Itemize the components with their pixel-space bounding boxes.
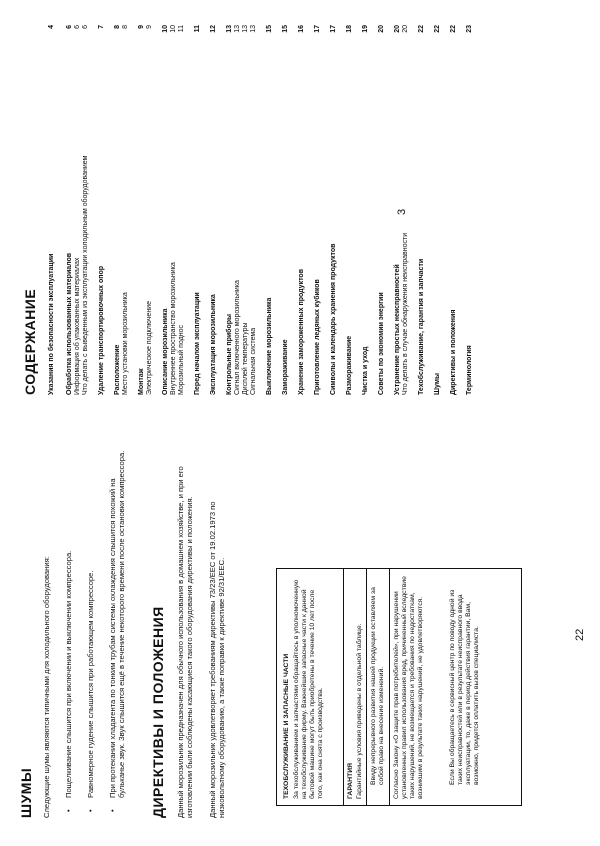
toc-entry: Символы и календарь хранения продуктов 17 [330,25,337,395]
toc-entry: Монтаж 9 [138,25,145,395]
noise-bullet-text: Равномерное гудение слышится при работающем компрессоре. [86,570,95,798]
toc-subentry: Внутреннее пространство морозильника 10 [170,25,177,395]
noise-bullet-text: Пощелкивание слышится при включении и выключении компрессора. [64,550,73,798]
noise-bullet-text: При протекании хладагента по тонким трубам системы охлаждения слышится похожий на бульканье звук. Звук слышится ещё в течение некоторого времени после остановки компрессора. [108,450,126,798]
toc-entry: Выключение морозильника 15 [266,25,273,395]
toc-subentry: Место установки морозильника 8 [122,25,129,395]
toc-entry: Советы по экономии энергии 20 [378,25,385,395]
directives-paragraph-2: Данный морозильник удовлетворяет требованиям директивы 73/23/EEC от 19.02.1973 по низковольтному оборудованию, а также поправки к директиве 92/31/EEC. [208,501,226,818]
toc-entry: Техобслуживание, гарантия и запчасти 22 [418,25,425,395]
service-guarantee-box [276,568,522,806]
toc-entry: Контрольные приборы 13 [226,25,233,395]
toc-entry: Терминология 23 [466,25,473,395]
bullet-dot-icon: • [86,809,95,812]
appeal-text: Если Вы обращаетесь в сервисный центр по поводу одной из таких неисправностей или в результате неисправного ввода эксплуатации, то, даже в период действия гарантии, Вам, возможно, придется оплатить вызов специалиста. [449,589,480,785]
bullet-dot-icon: • [108,809,117,812]
toc-entry: Перед началом эксплуатации 11 [194,25,201,395]
directives-title: ДИРЕКТИВЫ И ПОЛОЖЕНИЯ [150,606,166,818]
toc-entry: Размораживание 18 [346,25,353,395]
directives-paragraph-1: Данный морозильник предназначен для обычного использования в домашнем хозяйстве, и при его изготовлении были соблюдены касающиеся такого оборудования директивы и положения. [176,466,194,818]
page-number-right: 3 [396,208,408,215]
toc-entry: Директивы и положения 22 [450,25,457,395]
guarantee-text: Гарантийные условия приведены в отдельной таблице. [356,623,363,799]
toc-list [48,25,474,395]
toc-subentry: Информация об упакованных материалах 6 [74,25,81,395]
toc-subentry: Сигнальная система 13 [250,25,257,395]
toc-entry: Устранение простых неисправностей 20 [394,25,401,395]
box-divider [389,569,390,805]
change-notice: Ввиду непрерывного развития нашей продукции оставляем за собой право на внесение изменений. [370,587,385,785]
toc-subentry: Что делать с выведенным из эксплуатации холодильным оборудованием 6 [82,25,89,395]
guarantee-title: ГАРАНТИЯ [347,762,354,799]
noise-bullet-3 [108,448,126,812]
toc-entry: Указания по безопасности эксплуатации 4 [48,25,55,395]
toc-entry: Хранение замороженных продуктов 16 [298,25,305,395]
toc-entry: Обработка использованных материалов 6 [66,25,73,395]
toc-entry: Приготовление ледяных кубиков 17 [314,25,321,395]
noise-bullet-2 [86,448,95,812]
noise-bullet-1 [64,448,73,812]
page-number-left: 22 [574,628,586,641]
toc-entry: Замораживание 15 [282,25,289,395]
noise-intro: Следующие шумы являются типичными для холодильного оборудования: [42,556,51,818]
page-22 [0,423,600,846]
toc-entry: Описание морозильника 10 [162,25,169,395]
service-text: За техобслуживанием и запчастями обращайтесь в уполномоченную на техобслуживание фирму. Важнейшие запасные части к данной бытовой машине могут быть приобретены в течение 10 лет после того, как она снята с производства. [293,579,324,799]
box-divider [343,569,344,805]
toc-entry: Шумы 22 [434,25,441,395]
toc-title: СОДЕРЖАНИЕ [22,288,38,395]
toc-subentry: Что делать в случае обнаружения неисправности 20 [402,25,409,395]
bullet-dot-icon: • [64,809,73,812]
toc-entry: Расположение 8 [114,25,121,395]
toc-entry: Эксплуатация морозильника 12 [210,25,217,395]
toc-subentry: Дисплей температуры 13 [242,25,249,395]
toc-entry: Чистка и уход 19 [362,25,369,395]
law-text: Согласно Закону «О защите прав потребителей», при нарушении установленных правил использования вред, причиненный вследствие таких нарушений, не возмещается и требования по недостаткам, возникшим в результате таких нарушений, не удовлетворяются. [393,576,424,799]
toc-subentry: Сигнал включенного морозильника 13 [234,25,241,395]
toc-subentry: Морозильный поднос 11 [178,25,185,395]
box-divider [366,569,367,805]
service-title: ТЕХОБСЛУЖИВАНИЕ И ЗАПАСНЫЕ ЧАСТИ [283,653,290,799]
toc-subentry: Электрическое подключение 9 [146,25,153,395]
toc-entry: Удаление транспортировочных опор 7 [98,25,105,395]
noise-title: ШУМЫ [18,767,34,818]
